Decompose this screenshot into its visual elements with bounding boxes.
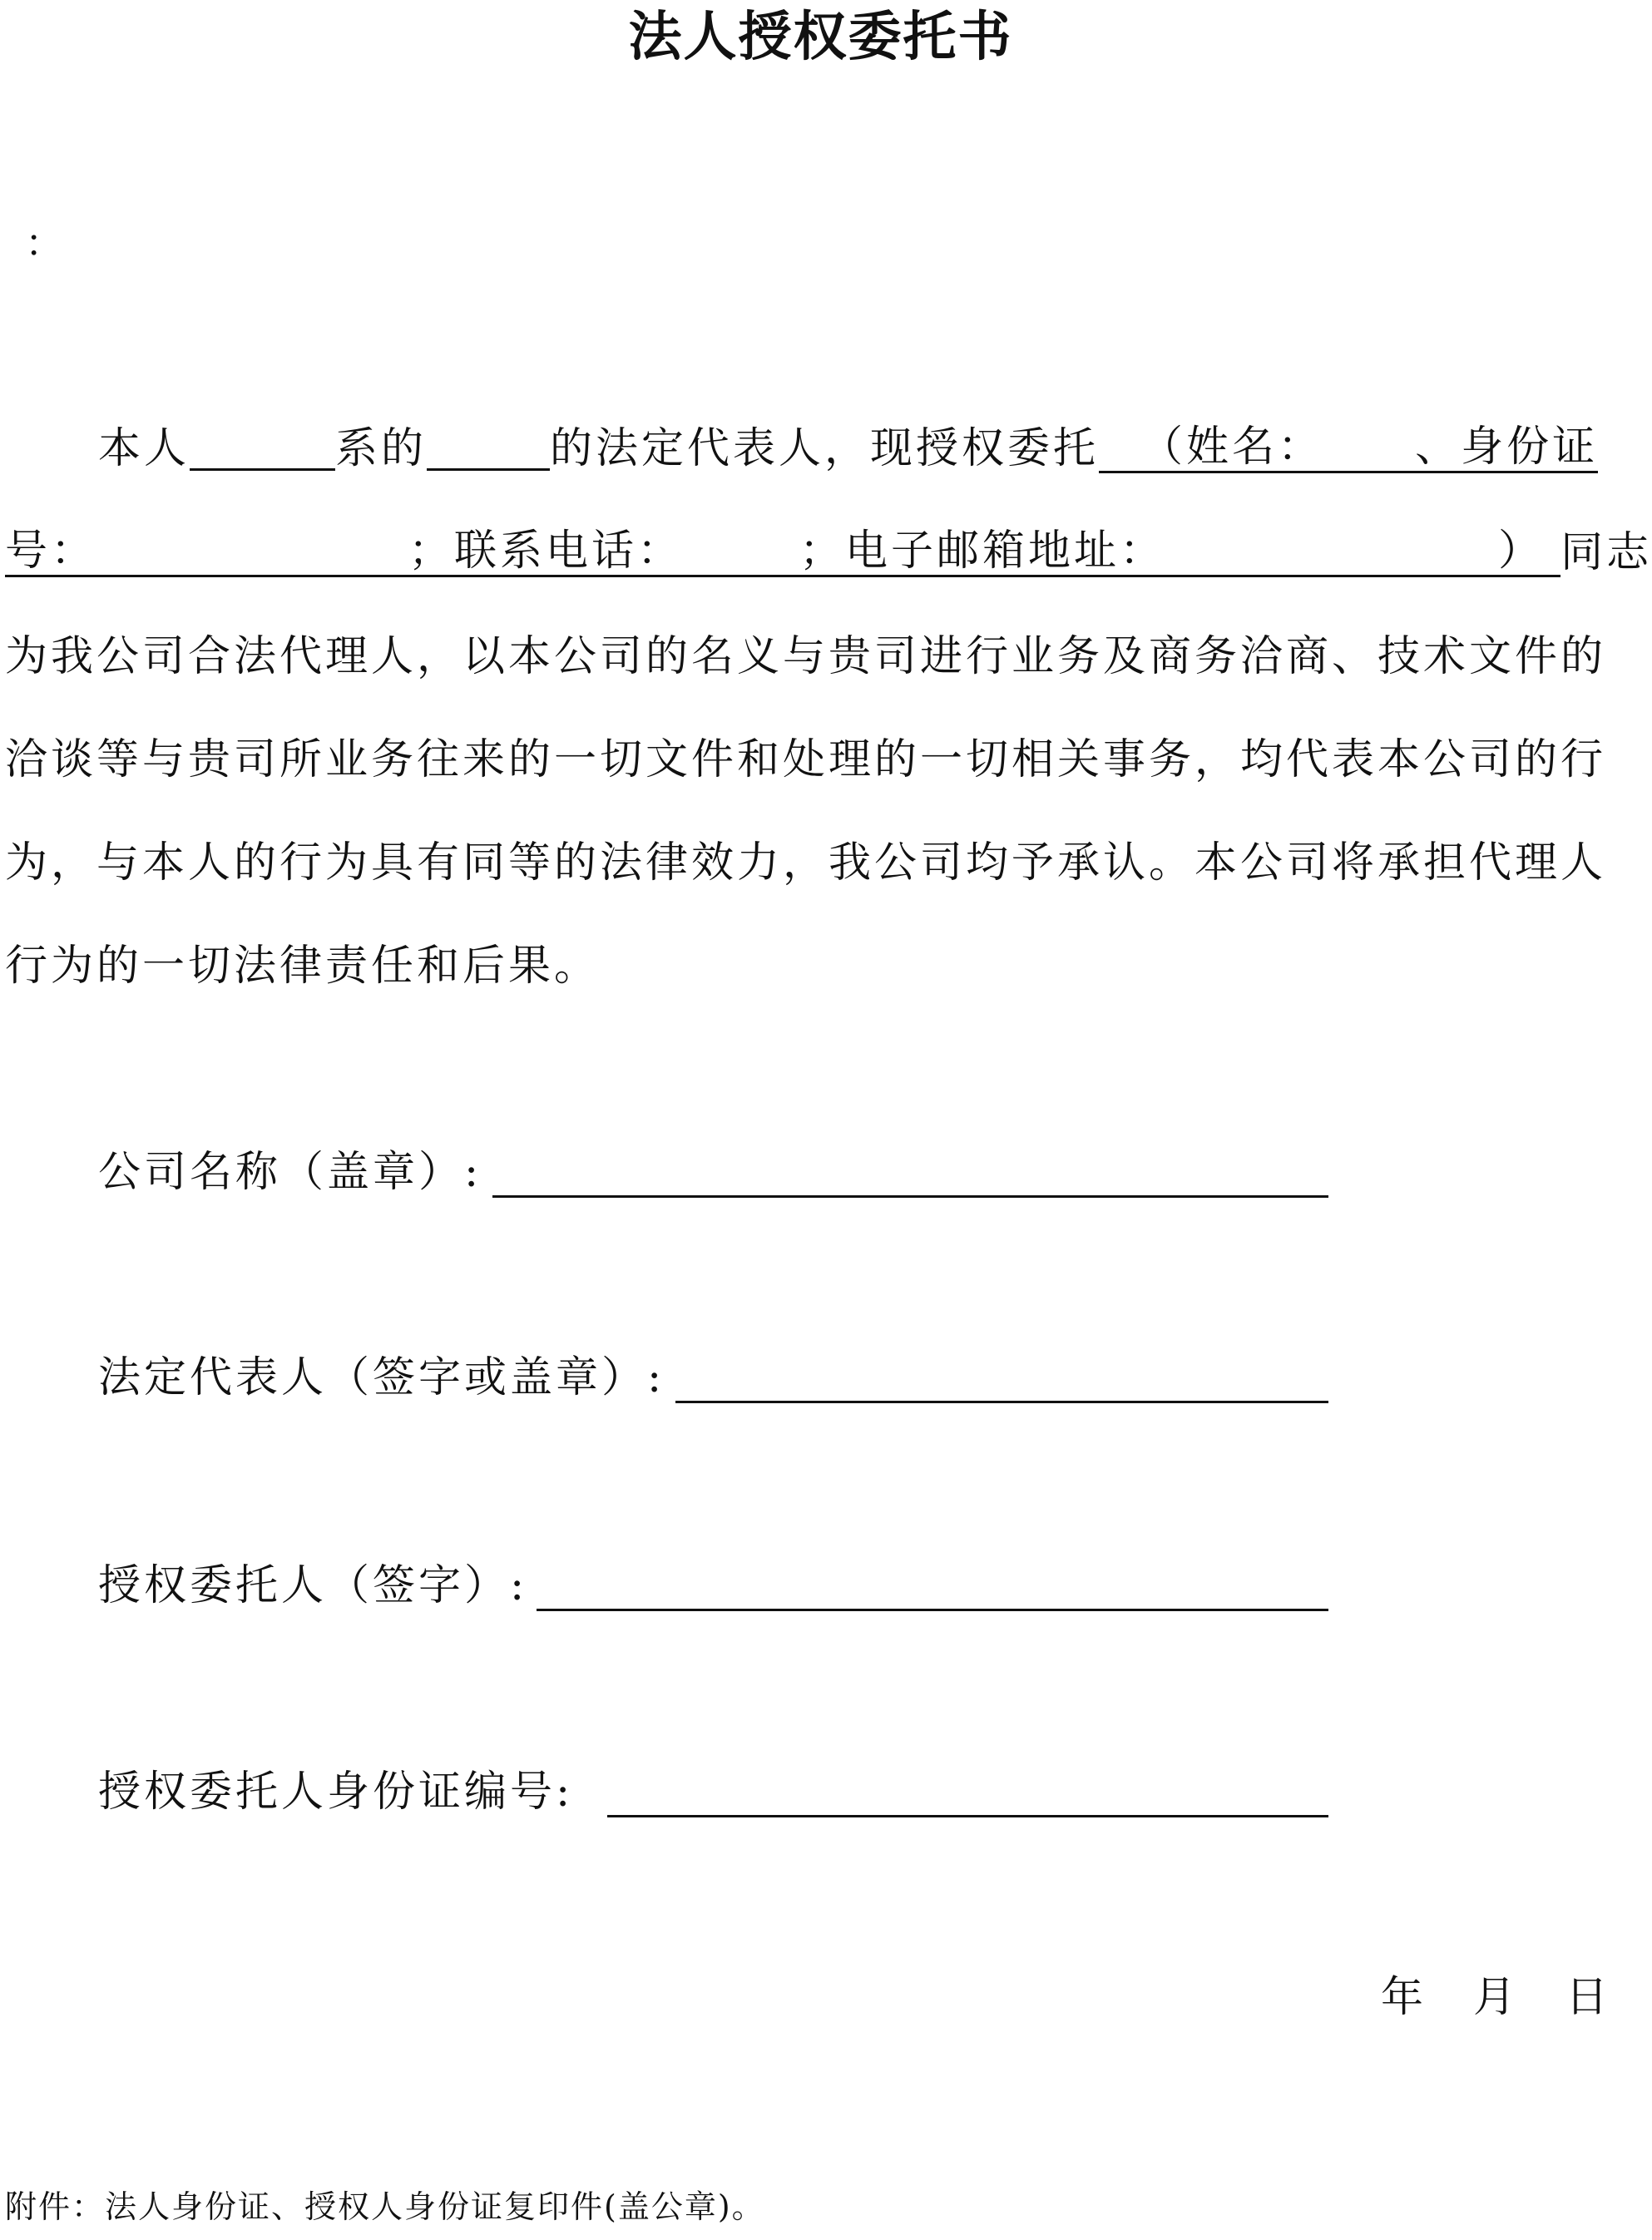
legal-rep-label: 法定代表人（签字或盖章）: [98,1353,665,1402]
agent-id-label: 授权委托人身份证编号: [98,1768,574,1817]
text-tong-zhi: 同志 [1560,528,1652,577]
text-email-label: ；电子邮箱地址： [799,527,1166,576]
date-month: 月 [1472,1973,1516,2022]
document-title: 法人授权委托书 [628,7,1013,68]
agent-field [98,1561,527,1611]
date-year: 年 [1380,1973,1423,2022]
agent-label: 授权委托人（签字）: [98,1561,528,1610]
salutation-recipient: ： [25,220,63,265]
paragraph-line-4: 洽谈等与贵司所业务往来的一切文件和处理的一切相关事务，均代表本公司的行 [5,735,1607,784]
text-phone-label: ；联系电话： [408,527,684,576]
company-name-label: 公司名称（盖章）: [98,1148,482,1197]
text-close-paren: ） [1498,527,1545,576]
paragraph-line-1 [98,424,1598,474]
paragraph-line-6: 行为的一切法律责任和后果。 [5,942,601,991]
text-id-label-start: 、身份证 [1415,423,1599,472]
agent-signature-line[interactable] [537,1561,1328,1611]
paragraph-line-2 [5,528,1652,578]
agent-id-line[interactable] [607,1768,1328,1817]
paragraph-line-3: 为我公司合法代理人，以本公司的名义与贵司进行业务及商务洽商、技术文件的 [5,632,1607,681]
agent-id-field [98,1768,573,1817]
date-day: 日 [1565,1973,1608,2022]
text-ben-ren: 本人 [98,424,190,473]
attachment-note: 附件：法人身份证、授权人身份证复印件(盖公章)。 [5,2188,765,2225]
name-blank[interactable] [190,424,335,471]
paragraph-line-5: 为，与本人的行为具有同等的法律效力，我公司均予承认。本公司将承担代理人 [5,838,1607,888]
text-agent-name-label: （姓名： [1140,423,1324,472]
date-line [1381,1973,1608,2023]
agent-info-underline-2 [5,528,1560,577]
company-name-field [98,1148,482,1198]
legal-rep-signature-line[interactable] [675,1353,1328,1403]
text-xi-de: 系的 [335,424,428,473]
text-legal-rep-authorize: 的法定代表人，现授权委托 [550,424,1100,473]
text-id-label-end: 号： [5,527,97,576]
agent-info-underline-1 [1099,424,1598,473]
company-name-line[interactable] [492,1148,1328,1198]
company-blank[interactable] [427,424,550,471]
legal-rep-field [98,1353,665,1403]
